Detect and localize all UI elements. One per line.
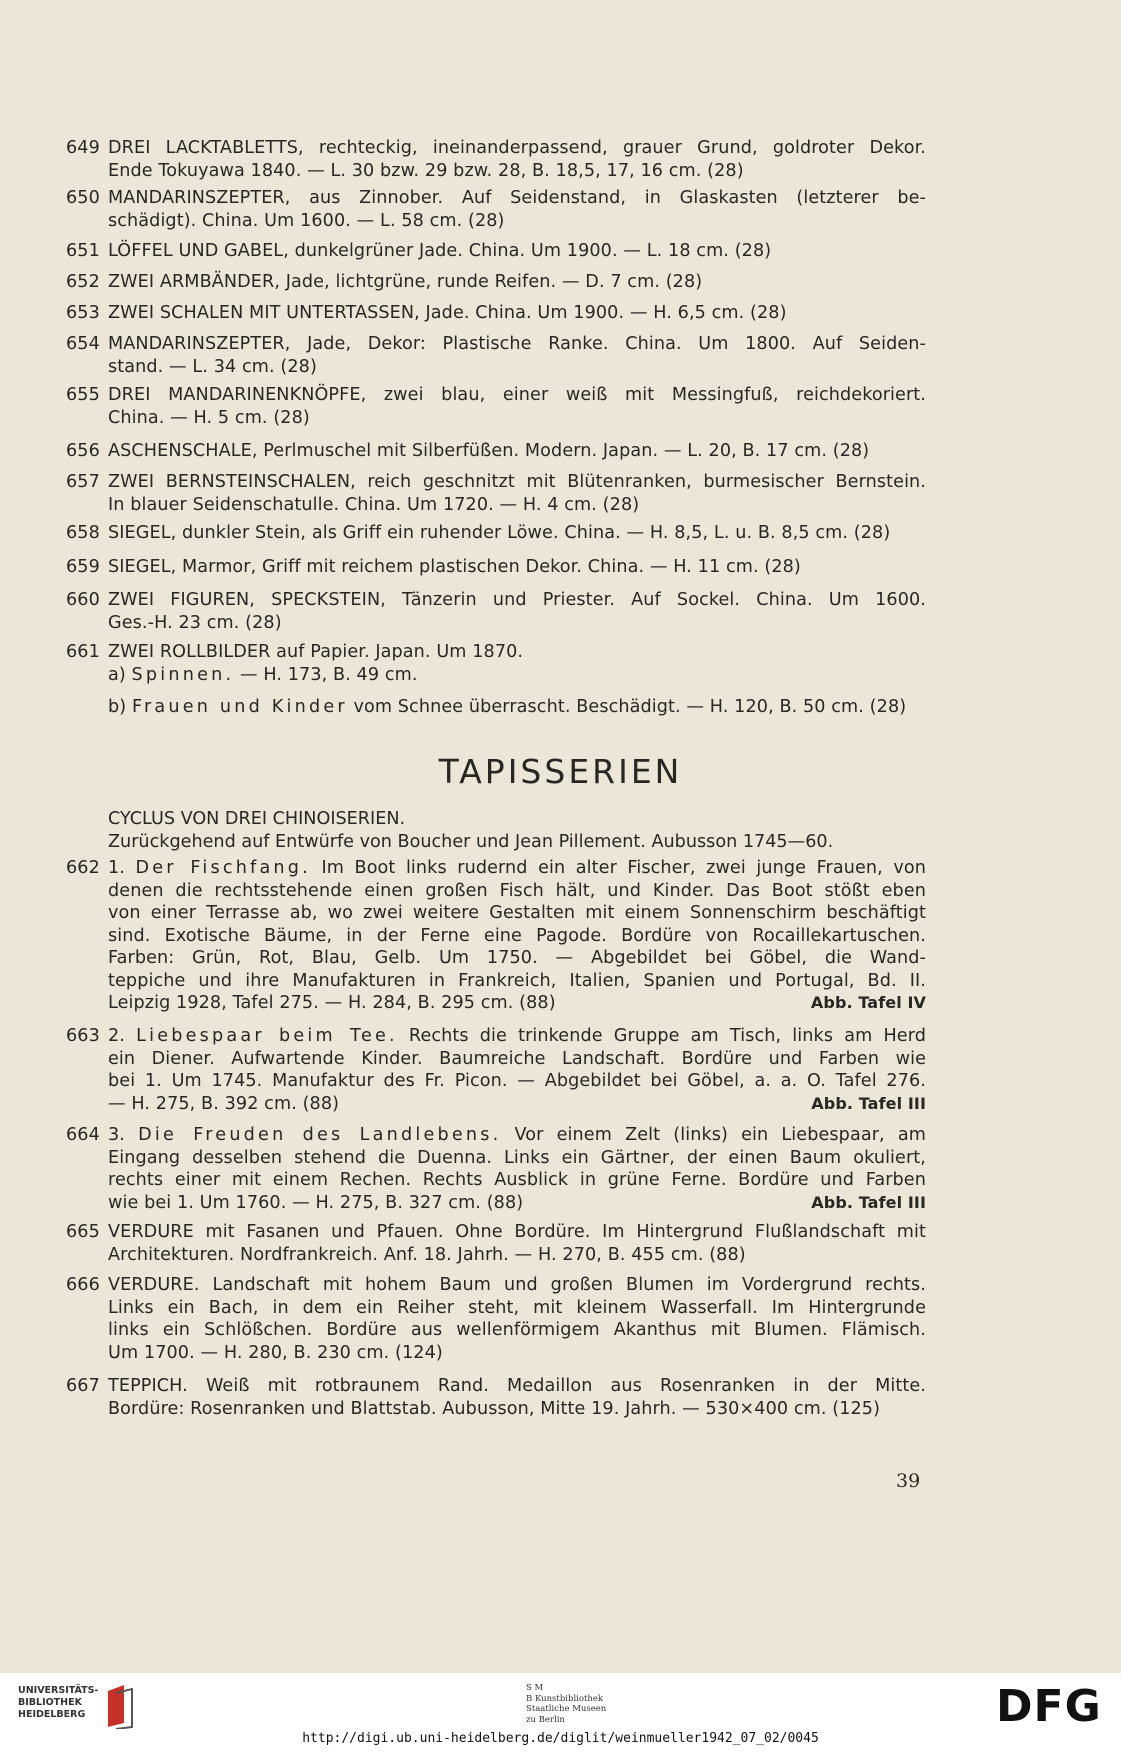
cycle-subheading: Zurückgehend auf Entwürfe von Boucher und Jean Pillement. Aubusson 1745—60. [108,831,834,852]
logo-text-line: S M [526,1683,544,1693]
entry-line: VERDURE. Landschaft mit hohem Baum und großen Blumen im Vordergrund rechts. [108,1275,926,1295]
section-title: TAPISSERIEN [438,752,683,791]
entry-line: VERDURE mit Fasanen und Pfauen. Ohne Bordüre. Im Hintergrund Flußlandschaft mit [108,1222,926,1242]
entry-line: Ende Tokuyawa 1840. — L. 30 bzw. 29 bzw. 28, B. 18,5, 17, 16 cm. (28) [108,160,744,181]
catalog-entry [66,333,926,378]
digitization-footer [0,1673,1121,1754]
entry-line: Ges.-H. 23 cm. (28) [108,612,282,633]
entry-line: ZWEI ROLLBILDER auf Papier. Japan. Um 1870. [108,642,524,662]
entry-number: 660 [66,590,100,610]
entry-title-b: Frauen und Kinder [131,697,348,717]
entry-number: 662 [66,858,100,878]
catalog-entry [66,137,926,182]
entry-line: TEPPICH. Weiß mit rotbraunem Rand. Medaillon aus Rosenranken in der Mitte. [108,1376,926,1396]
entry-number: 652 [66,272,100,292]
entry-number: 654 [66,334,100,354]
entry-line: links ein Schlößchen. Bordüre aus wellenförmigem Akanthus mit Blumen. Flämisch. [108,1320,926,1340]
entry-number: 661 [66,642,100,662]
logo-text-line: B Kunstbibliothek [526,1693,604,1704]
catalog-entry [66,1375,926,1420]
heidelberg-mark-icon [102,1683,138,1729]
entry-line: von einer Terrasse ab, wo zwei weitere Gestalten mit einem Sonnenschirm beschäftigt [108,903,926,923]
catalog-entry [66,240,926,263]
entry-line: DREI MANDARINENKNÖPFE, zwei blau, einer weiß mit Messingfuß, reichdekoriert. [108,385,926,405]
entry-first-line: 1. Der Fischfang. Im Boot links rudernd ein alter Fischer, zwei junge Frauen, von [108,858,926,878]
entry-line: LÖFFEL UND GABEL, dunkelgrüner Jade. China. Um 1900. — L. 18 cm. (28) [108,241,772,261]
entry-line: DREI LACKTABLETTS, rechteckig, ineinanderpassend, grauer Grund, goldroter Dekor. [108,138,926,158]
entry-last-line: Leipzig 1928, Tafel 275. — H. 284, B. 295 cm. (88) Abb. Tafel IV [108,993,926,1013]
catalog-entry-663 [66,1025,926,1115]
entry-line: schädigt). China. Um 1600. — L. 58 cm. (28) [108,210,505,231]
catalog-entry [66,302,926,325]
catalog-entry [66,1221,926,1266]
entry-line-a: a) Spinnen. — H. 173, B. 49 cm. [108,664,418,685]
entry-line: sind. Exotische Bäume, in der Ferne eine Pagode. Bordüre von Rocaillekartuschen. [108,925,926,946]
entry-title: Liebespaar beim Tee. [136,1026,398,1046]
entry-title-a: Spinnen. [131,664,235,685]
entry-last-line: wie bei 1. Um 1760. — H. 275, B. 327 cm. (88) Abb. Tafel III [108,1192,926,1213]
catalog-entry-662 [66,857,926,1015]
entry-line: ASCHENSCHALE, Perlmuschel mit Silberfüßen. Modern. Japan. — L. 20, B. 17 cm. (28) [108,441,870,461]
entry-title: Der Fischfang. [135,858,311,878]
catalog-entry [66,471,926,516]
smb-kunstbibliothek-logo[interactable] [526,1683,606,1725]
catalog-entry [66,1274,926,1364]
logo-text-line: Staatliche Museen [526,1704,607,1714]
entry-line: MANDARINSZEPTER, aus Zinnober. Auf Seidenstand, in Glaskasten (letzterer be- [108,188,926,208]
entry-line: Architekturen. Nordfrankreich. Anf. 18. Jahrh. — H. 270, B. 455 cm. (88) [108,1244,746,1265]
entry-first-line: 3. Die Freuden des Landlebens. Vor einem Zelt (links) ein Liebespaar, am [108,1125,926,1145]
entry-line: bei 1. Um 1745. Manufaktur des Fr. Picon. — Abgebildet bei Göbel, a. a. O. Tafel 276. [108,1071,926,1091]
logo-text-line: UNIVERSITÄTS- [18,1685,99,1696]
dfg-logo[interactable]: DFG [996,1681,1102,1732]
entry-title: Die Freuden des Landlebens. [138,1125,502,1145]
entry-number: 665 [66,1222,100,1242]
entry-number: 666 [66,1275,100,1295]
entry-line-b: b) Frauen und Kinder vom Schnee überrascht. Beschädigt. — H. 120, B. 50 cm. (28) [108,697,907,717]
entry-number: 657 [66,472,100,492]
entry-line: Links ein Bach, in dem ein Reiher steht, mit kleinem Wasserfall. Im Hintergrunde [108,1297,926,1318]
entry-first-line: 2. Liebespaar beim Tee. Rechts die trinkende Gruppe am Tisch, links am Herd [108,1026,926,1046]
entry-line: ein Diener. Aufwartende Kinder. Baumreiche Landschaft. Bordüre und Farben wie [108,1048,926,1069]
plate-reference: Abb. Tafel IV [810,993,926,1012]
entry-line: ZWEI BERNSTEINSCHALEN, reich geschnitzt mit Blütenranken, burmesischer Bernstein. [108,472,926,492]
logo-text-line: zu Berlin [526,1714,565,1725]
catalog-entry-661 [66,641,926,719]
entry-line: China. — H. 5 cm. (28) [108,407,310,428]
entry-line: denen die rechtsstehende einen großen Fisch hält, und Kinder. Das Boot stößt eben [108,880,926,901]
entry-number: 649 [66,138,100,158]
entry-number: 658 [66,523,100,543]
entry-number: 651 [66,241,100,261]
entry-number: 667 [66,1376,100,1396]
catalog-entry [66,271,926,294]
logo-text-line: HEIDELBERG [18,1709,86,1720]
entry-line: In blauer Seidenschatulle. China. Um 1720. — H. 4 cm. (28) [108,494,640,515]
entry-last-line: — H. 275, B. 392 cm. (88) Abb. Tafel III [108,1093,926,1114]
entry-number: 659 [66,557,100,577]
entry-line: stand. — L. 34 cm. (28) [108,356,317,377]
plate-reference: Abb. Tafel III [811,1093,926,1113]
source-url-link[interactable]: http://digi.ub.uni-heidelberg.de/diglit/weinmueller1942_07_02/0045 [302,1731,819,1746]
entry-line: MANDARINSZEPTER, Jade, Dekor: Plastische Ranke. China. Um 1800. Auf Seiden- [108,334,926,354]
catalog-entry [66,589,926,634]
cycle-heading-block [108,808,926,853]
catalog-entry [66,522,926,545]
catalog-entry-664 [66,1124,926,1214]
entry-line: ZWEI FIGUREN, SPECKSTEIN, Tänzerin und Priester. Auf Sockel. China. Um 1600. [108,590,926,610]
plate-reference: Abb. Tafel III [811,1192,926,1212]
entry-line: Farben: Grün, Rot, Blau, Gelb. Um 1750. — Abgebildet bei Göbel, die Wand- [108,948,926,968]
entry-line: teppiche und ihre Manufakturen in Frankreich, Italien, Spanien und Portugal, Bd. II. [108,970,926,991]
heidelberg-library-logo[interactable] [18,1685,98,1721]
catalog-entry [66,187,926,232]
entry-line: Eingang desselben stehend die Duenna. Links ein Gärtner, der einen Baum okuliert, [108,1147,926,1168]
cycle-heading: CYCLUS VON DREI CHINOISERIEN. [108,809,406,829]
entry-line: ZWEI ARMBÄNDER, Jade, lichtgrüne, runde Reifen. — D. 7 cm. (28) [108,272,703,292]
logo-text-line: BIBLIOTHEK [18,1697,82,1708]
entry-line: SIEGEL, Marmor, Griff mit reichem plastischen Dekor. China. — H. 11 cm. (28) [108,557,801,577]
entry-number: 655 [66,385,100,405]
entry-line: SIEGEL, dunkler Stein, als Griff ein ruhender Löwe. China. — H. 8,5, L. u. B. 8,5 cm. (28) [108,523,891,543]
entry-number: 656 [66,441,100,461]
entry-number: 664 [66,1125,100,1145]
entry-number: 650 [66,188,100,208]
catalog-entry [66,556,926,579]
page-number: 39 [896,1470,921,1492]
catalog-entry [66,384,926,429]
entry-line: Bordüre: Rosenranken und Blattstab. Aubusson, Mitte 19. Jahrh. — 530×400 cm. (125) [108,1398,881,1419]
entry-line: Um 1700. — H. 280, B. 230 cm. (124) [108,1342,443,1363]
catalog-entry [66,440,926,463]
entry-number: 663 [66,1026,100,1046]
entry-number: 653 [66,303,100,323]
entry-line: rechts einer mit einem Rechen. Rechts Ausblick in grüne Ferne. Bordüre und Farben [108,1170,926,1190]
entry-line: ZWEI SCHALEN MIT UNTERTASSEN, Jade. China. Um 1900. — H. 6,5 cm. (28) [108,303,787,323]
